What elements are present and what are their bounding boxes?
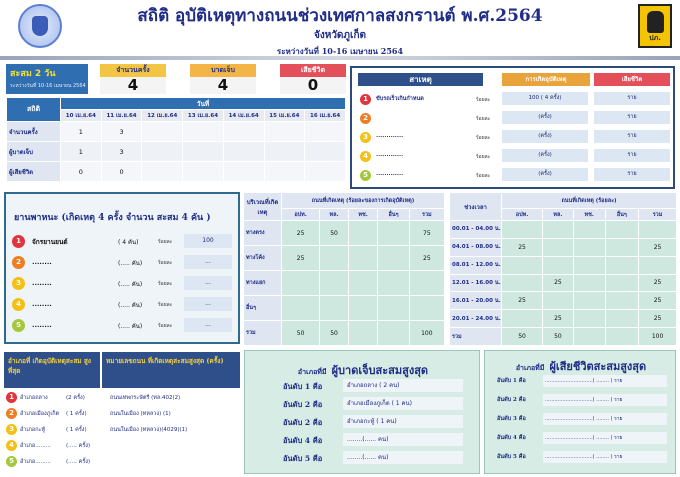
injured-rank: อันดับ 2 คือ bbox=[283, 400, 323, 409]
area-row-label: ทางแยก bbox=[244, 271, 282, 296]
daily-date-head: 15 เม.ย.64 bbox=[264, 110, 305, 122]
time-cell bbox=[605, 221, 639, 239]
daily-row-label: ผู้เสียชีวิต bbox=[7, 162, 61, 182]
time-col-label: รวม bbox=[639, 209, 677, 221]
district-head-box bbox=[4, 352, 100, 388]
dead-rank: อันดับ 1 คือ bbox=[497, 378, 526, 384]
page-title: สถิติ อุบัติเหตุทางถนนช่วงเทศกาลสงกรานต์ พ.ศ.2564 bbox=[137, 6, 543, 26]
cause-label: ขับรถเร็วเกินกำหนด bbox=[376, 96, 424, 102]
district-top-panel bbox=[4, 352, 240, 474]
dead-value: ..............................( ........ ) ราย bbox=[543, 413, 667, 425]
daily-cell bbox=[305, 122, 346, 142]
summary-col-label: บาดเจ็บ bbox=[190, 64, 256, 77]
time-cell: 50 bbox=[502, 328, 543, 346]
vehicle-rank-badge: 2 bbox=[12, 256, 25, 269]
daily-cell bbox=[223, 142, 264, 162]
area-cell: 50 bbox=[320, 221, 349, 246]
area-cell bbox=[378, 296, 409, 321]
table-row bbox=[7, 122, 346, 142]
cause-rank-badge: 1 bbox=[360, 94, 371, 105]
vehicle-count: (..... คัน) bbox=[118, 302, 143, 309]
injured-value: ........(...... คน) bbox=[343, 433, 463, 446]
time-cell bbox=[502, 221, 543, 239]
daily-cell bbox=[223, 162, 264, 182]
time-col-label: อปท. bbox=[502, 209, 543, 221]
time-col-head: ช่วงเวลา bbox=[450, 193, 502, 221]
cause-pct-head: การเกิดอุบัติเหตุ bbox=[502, 73, 590, 86]
cause-pct-label: ร้อยละ bbox=[476, 116, 491, 122]
daily-cell bbox=[183, 142, 224, 162]
time-cell: 25 bbox=[639, 310, 677, 328]
vehicle-pct-value: ... bbox=[184, 297, 232, 311]
daily-date-head: 13 เม.ย.64 bbox=[183, 110, 224, 122]
area-cell: 75 bbox=[409, 221, 444, 246]
time-row-label: 20.01 - 24.00 น. bbox=[450, 310, 502, 328]
injured-value: อำเภอเมืองภูเก็ต ( 1 คน) bbox=[343, 397, 463, 410]
area-col-head: บริเวณที่เกิดเหตุ bbox=[244, 193, 282, 221]
cause-label: ............. bbox=[376, 152, 404, 158]
summary-label: สะสม 2 วัน bbox=[10, 69, 56, 79]
area-cell bbox=[378, 246, 409, 271]
vehicle-label: ........ bbox=[32, 279, 52, 287]
dead-rank: อันดับ 4 คือ bbox=[497, 435, 526, 441]
vehicle-label: ........ bbox=[32, 258, 52, 266]
dead-value: ..............................( ........ ) ราย bbox=[543, 451, 667, 463]
summary-col bbox=[280, 64, 346, 94]
time-cell bbox=[605, 274, 639, 292]
vehicle-pct-label: ร้อยละ bbox=[158, 281, 173, 287]
time-span-head: ถนนที่เกิดเหตุ (ร้อยละ) bbox=[502, 193, 677, 209]
summary-col-label: จำนวนครั้ง bbox=[100, 64, 166, 77]
daily-cell: 3 bbox=[101, 122, 142, 142]
summary-col-value: 4 bbox=[100, 77, 166, 94]
time-cell bbox=[605, 310, 639, 328]
table-row bbox=[450, 221, 677, 239]
table-row bbox=[450, 328, 677, 346]
time-cell bbox=[573, 310, 605, 328]
time-cell bbox=[573, 221, 605, 239]
time-cell: 50 bbox=[543, 328, 574, 346]
dead-rank: อันดับ 3 คือ bbox=[497, 416, 526, 422]
time-cell: 25 bbox=[502, 238, 543, 256]
area-cell bbox=[348, 271, 378, 296]
daily-cell bbox=[223, 122, 264, 142]
area-stats-table bbox=[243, 192, 445, 346]
area-cell bbox=[282, 271, 320, 296]
cause-pct-label: ร้อยละ bbox=[476, 173, 491, 179]
time-cell bbox=[573, 274, 605, 292]
vehicle-count: (..... คัน) bbox=[118, 323, 143, 330]
dead-value: ..............................( ........ ) ราย bbox=[543, 432, 667, 444]
daily-cell bbox=[264, 162, 305, 182]
time-row-label: 16.01 - 20.00 น. bbox=[450, 292, 502, 310]
district-count: ( 1 ครั้ง) bbox=[66, 411, 87, 417]
daily-cell: 1 bbox=[61, 122, 102, 142]
daily-cell: 0 bbox=[61, 162, 102, 182]
daily-cell bbox=[142, 162, 183, 182]
summary-col-value: 4 bbox=[190, 77, 256, 94]
vehicle-panel bbox=[4, 192, 240, 344]
daily-cell: 0 bbox=[101, 162, 142, 182]
cause-death-value: ราย bbox=[594, 92, 670, 105]
time-row-label: 00.01 - 04.00 น. bbox=[450, 221, 502, 239]
province-name: จังหวัดภูเก็ต bbox=[313, 30, 366, 41]
injured-head: อำเภอที่มี ผู้บาดเจ็บสะสมสูงสุด bbox=[297, 364, 429, 377]
time-cell bbox=[573, 238, 605, 256]
cause-death-value: ราย bbox=[594, 111, 670, 124]
district-head: อำเภอที่ เกิดอุบัติเหตุสะสม สูงที่สุด bbox=[8, 357, 91, 375]
cause-rank-badge: 4 bbox=[360, 151, 371, 162]
summary-col bbox=[100, 64, 166, 94]
district-rank-badge: 3 bbox=[6, 424, 17, 435]
time-col-label: ทล. bbox=[543, 209, 574, 221]
daily-cell bbox=[183, 162, 224, 182]
vehicle-pct-label: ร้อยละ bbox=[158, 239, 173, 245]
daily-cell: 3 bbox=[101, 142, 142, 162]
time-col-label: ทช. bbox=[573, 209, 605, 221]
district-count: (..... ครั้ง) bbox=[66, 459, 91, 465]
vehicle-rank-badge: 5 bbox=[12, 319, 25, 332]
injured-value: อำเภอถลาง ( 2 คน) bbox=[343, 379, 463, 392]
summary-col-label: เสียชีวิต bbox=[280, 64, 346, 77]
cause-death-head: เสียชีวิต bbox=[594, 73, 670, 86]
summary-col-value: 0 bbox=[280, 77, 346, 94]
time-cell: 25 bbox=[543, 310, 574, 328]
time-cell bbox=[639, 221, 677, 239]
district-rank-badge: 2 bbox=[6, 408, 17, 419]
logo-text: ปภ. bbox=[649, 34, 661, 42]
daily-cell: 1 bbox=[61, 142, 102, 162]
district-label: อำเภอกะทู้ bbox=[20, 427, 46, 433]
vehicle-rank-badge: 3 bbox=[12, 277, 25, 290]
time-cell: 25 bbox=[639, 274, 677, 292]
summary-col bbox=[190, 64, 256, 94]
dead-value: ..............................( ........ ) ราย bbox=[543, 375, 667, 387]
vehicle-pct-value: ... bbox=[184, 318, 232, 332]
daily-cell bbox=[305, 162, 346, 182]
time-cell bbox=[502, 310, 543, 328]
district-label: อำเภอถลาง bbox=[20, 395, 48, 401]
area-cell bbox=[348, 221, 378, 246]
daily-cell bbox=[264, 122, 305, 142]
daily-row-label: ผู้บาดเจ็บ bbox=[7, 142, 61, 162]
daily-date-head: 12 เม.ย.64 bbox=[142, 110, 183, 122]
table-row bbox=[7, 142, 346, 162]
district-label: อำเภอเมืองภูเก็ต bbox=[20, 411, 60, 417]
daily-stat-head: สถิติ bbox=[7, 98, 61, 122]
time-cell bbox=[605, 256, 639, 274]
table-row bbox=[244, 246, 445, 271]
dead-rank: อันดับ 2 คือ bbox=[497, 397, 526, 403]
cause-rank-badge: 5 bbox=[360, 170, 371, 181]
area-cell bbox=[348, 321, 378, 346]
area-cell: 25 bbox=[282, 246, 320, 271]
cause-pct-label: ร้อยละ bbox=[476, 97, 491, 103]
table-row bbox=[450, 274, 677, 292]
daily-cell bbox=[142, 122, 183, 142]
vehicle-label: ........ bbox=[32, 300, 52, 308]
cause-title: สาเหตุ bbox=[409, 75, 432, 84]
time-col-label: อื่นๆ bbox=[605, 209, 639, 221]
time-row-label: 08.01 - 12.00 น. bbox=[450, 256, 502, 274]
daily-date-head: 10 เม.ย.64 bbox=[61, 110, 102, 122]
district-rank-badge: 1 bbox=[6, 392, 17, 403]
area-row-label: ทางตรง bbox=[244, 221, 282, 246]
dead-head: อำเภอที่มี ผู้เสียชีวิตสะสมสูงสุด bbox=[515, 360, 647, 373]
time-cell bbox=[502, 256, 543, 274]
district-label: อำเภอ......... bbox=[20, 443, 51, 449]
district-count: (2 ครั้ง) bbox=[66, 395, 85, 401]
time-cell bbox=[573, 328, 605, 346]
vehicle-label: ........ bbox=[32, 321, 52, 329]
daily-date-head: 16 เม.ย.64 bbox=[305, 110, 346, 122]
area-row-label: อื่นๆ bbox=[244, 296, 282, 321]
table-row bbox=[7, 162, 346, 182]
cause-pct-value: (ครั้ง) bbox=[502, 168, 588, 181]
vehicle-pct-value: ... bbox=[184, 255, 232, 269]
time-cell: 25 bbox=[543, 274, 574, 292]
district-count: ( 1 ครั้ง) bbox=[66, 427, 87, 433]
area-cell bbox=[409, 271, 444, 296]
district-road: ถนนในเมือง (ทหลวง)(4029)(1) bbox=[110, 427, 188, 433]
area-cell: 25 bbox=[409, 246, 444, 271]
vehicle-pct-label: ร้อยละ bbox=[158, 302, 173, 308]
dpm-logo-icon bbox=[638, 4, 672, 48]
time-cell bbox=[639, 256, 677, 274]
injured-rank: อันดับ 1 คือ bbox=[283, 382, 323, 391]
table-row bbox=[244, 271, 445, 296]
table-row bbox=[244, 296, 445, 321]
district-count: (..... ครั้ง) bbox=[66, 443, 91, 449]
district-label: อำเภอ......... bbox=[20, 459, 51, 465]
district-road: ถนนเทพกระษัตรี (ทล.402(2) bbox=[110, 395, 181, 401]
area-cell: 50 bbox=[282, 321, 320, 346]
cause-rank-badge: 3 bbox=[360, 132, 371, 143]
table-row bbox=[244, 321, 445, 346]
time-cell bbox=[543, 256, 574, 274]
dead-top-panel bbox=[484, 350, 676, 474]
injured-value: ........(...... คน) bbox=[343, 451, 463, 464]
area-col-label: ทล. bbox=[320, 209, 349, 221]
table-row bbox=[450, 238, 677, 256]
table-row bbox=[450, 256, 677, 274]
area-cell: 25 bbox=[282, 221, 320, 246]
cause-pct-value: (ครั้ง) bbox=[502, 149, 588, 162]
time-cell bbox=[573, 292, 605, 310]
time-cell bbox=[605, 328, 639, 346]
area-cell bbox=[348, 296, 378, 321]
area-cell bbox=[378, 221, 409, 246]
daily-cell bbox=[142, 142, 183, 162]
time-stats-table bbox=[449, 192, 677, 346]
vehicle-label: จักรยานยนต์ bbox=[32, 238, 68, 246]
vehicle-count: (..... คัน) bbox=[118, 260, 143, 267]
summary-date: ระหว่างวันที่ 10-16 เมษายน 2564 bbox=[10, 83, 86, 89]
area-cell bbox=[320, 296, 349, 321]
period-text: ระหว่างวันที่ 10-16 เมษายน 2564 bbox=[276, 46, 404, 56]
injured-top-panel bbox=[244, 350, 480, 474]
time-row-label: รวม bbox=[450, 328, 502, 346]
cause-death-value: ราย bbox=[594, 130, 670, 143]
daily-cell bbox=[183, 122, 224, 142]
cause-panel bbox=[350, 66, 675, 189]
vehicle-pct-value: ... bbox=[184, 276, 232, 290]
summary-label-box bbox=[6, 64, 88, 94]
time-cell bbox=[605, 238, 639, 256]
vehicle-rank-badge: 1 bbox=[12, 235, 25, 248]
daily-cell bbox=[305, 142, 346, 162]
vehicle-pct-label: ร้อยละ bbox=[158, 260, 173, 266]
time-cell: 25 bbox=[639, 292, 677, 310]
vehicle-count: ( 4 คัน) bbox=[118, 239, 139, 246]
time-row-label: 04.01 - 08.00 น. bbox=[450, 238, 502, 256]
daily-cell bbox=[264, 142, 305, 162]
time-cell bbox=[605, 292, 639, 310]
daily-stats-table bbox=[6, 97, 346, 182]
injured-rank: อันดับ 5 คือ bbox=[283, 454, 323, 463]
time-cell bbox=[573, 256, 605, 274]
area-col-label: รวม bbox=[409, 209, 444, 221]
cause-pct-value: (ครั้ง) bbox=[502, 111, 588, 124]
time-cell: 25 bbox=[502, 292, 543, 310]
daily-row-label: จำนวนครั้ง bbox=[7, 122, 61, 142]
time-cell bbox=[502, 274, 543, 292]
cause-label: ............. bbox=[376, 133, 404, 139]
time-cell bbox=[543, 292, 574, 310]
road-head-box bbox=[102, 352, 240, 388]
cause-pct-label: ร้อยละ bbox=[476, 135, 491, 141]
dead-rank: อันดับ 5 คือ bbox=[497, 454, 526, 460]
time-cell bbox=[543, 238, 574, 256]
area-col-label: ทช. bbox=[348, 209, 378, 221]
area-cell bbox=[320, 246, 349, 271]
area-row-label: ทางโค้ง bbox=[244, 246, 282, 271]
district-rank-badge: 4 bbox=[6, 440, 17, 451]
road-head: หมายเลขถนน ที่เกิดเหตุสะสมสูงสุด (ครั้ง) bbox=[106, 357, 224, 365]
district-rank-badge: 5 bbox=[6, 456, 17, 467]
area-cell bbox=[378, 271, 409, 296]
cause-pct-value: 100 ( 4 ครั้ง) bbox=[502, 92, 588, 105]
injured-rank: อันดับ 4 คือ bbox=[283, 436, 323, 445]
vehicle-count: (..... คัน) bbox=[118, 281, 143, 288]
area-cell: 50 bbox=[320, 321, 349, 346]
daily-date-head: 14 เม.ย.64 bbox=[223, 110, 264, 122]
table-row bbox=[244, 221, 445, 246]
injured-rank: อันดับ 2 คือ bbox=[283, 418, 323, 427]
dead-value: ..............................( ........ ) ราย bbox=[543, 394, 667, 406]
area-col-label: อื่นๆ bbox=[378, 209, 409, 221]
cause-pct-label: ร้อยละ bbox=[476, 154, 491, 160]
area-cell bbox=[348, 246, 378, 271]
daily-date-head: 11 เม.ย.64 bbox=[101, 110, 142, 122]
vehicle-pct-value: 100 bbox=[184, 234, 232, 248]
time-cell bbox=[543, 221, 574, 239]
area-cell bbox=[378, 321, 409, 346]
time-row-label: 12.01 - 16.00 น. bbox=[450, 274, 502, 292]
area-cell: 100 bbox=[409, 321, 444, 346]
district-road: ถนนในเมือง (ทหลวง) (1) bbox=[110, 411, 171, 417]
area-cell bbox=[320, 271, 349, 296]
cause-rank-badge: 2 bbox=[360, 113, 371, 124]
vehicle-title: ยานพาหนะ (เกิดเหตุ 4 ครั้ง จำนวน สะสม 4 คัน ) bbox=[14, 213, 211, 223]
table-row bbox=[450, 310, 677, 328]
area-cell bbox=[282, 296, 320, 321]
injured-value: อำเภอกะทู้ ( 1 คน) bbox=[343, 415, 463, 428]
time-cell: 100 bbox=[639, 328, 677, 346]
area-cell bbox=[409, 296, 444, 321]
cause-pct-value: (ครั้ง) bbox=[502, 130, 588, 143]
cause-death-value: ราย bbox=[594, 149, 670, 162]
area-col-label: อปท. bbox=[282, 209, 320, 221]
cause-death-value: ราย bbox=[594, 168, 670, 181]
table-row bbox=[450, 292, 677, 310]
area-row-label: รวม bbox=[244, 321, 282, 346]
vehicle-rank-badge: 4 bbox=[12, 298, 25, 311]
header-divider bbox=[0, 56, 680, 60]
cause-title-bar bbox=[358, 73, 483, 86]
daily-day-head: วันที่ bbox=[61, 98, 346, 110]
area-span-head: ถนนที่เกิดเหตุ (ร้อยละของการเกิดอุบัติเหตุ) bbox=[282, 193, 445, 209]
vehicle-pct-label: ร้อยละ bbox=[158, 323, 173, 329]
time-cell: 25 bbox=[639, 238, 677, 256]
cause-label: ............. bbox=[376, 171, 404, 177]
